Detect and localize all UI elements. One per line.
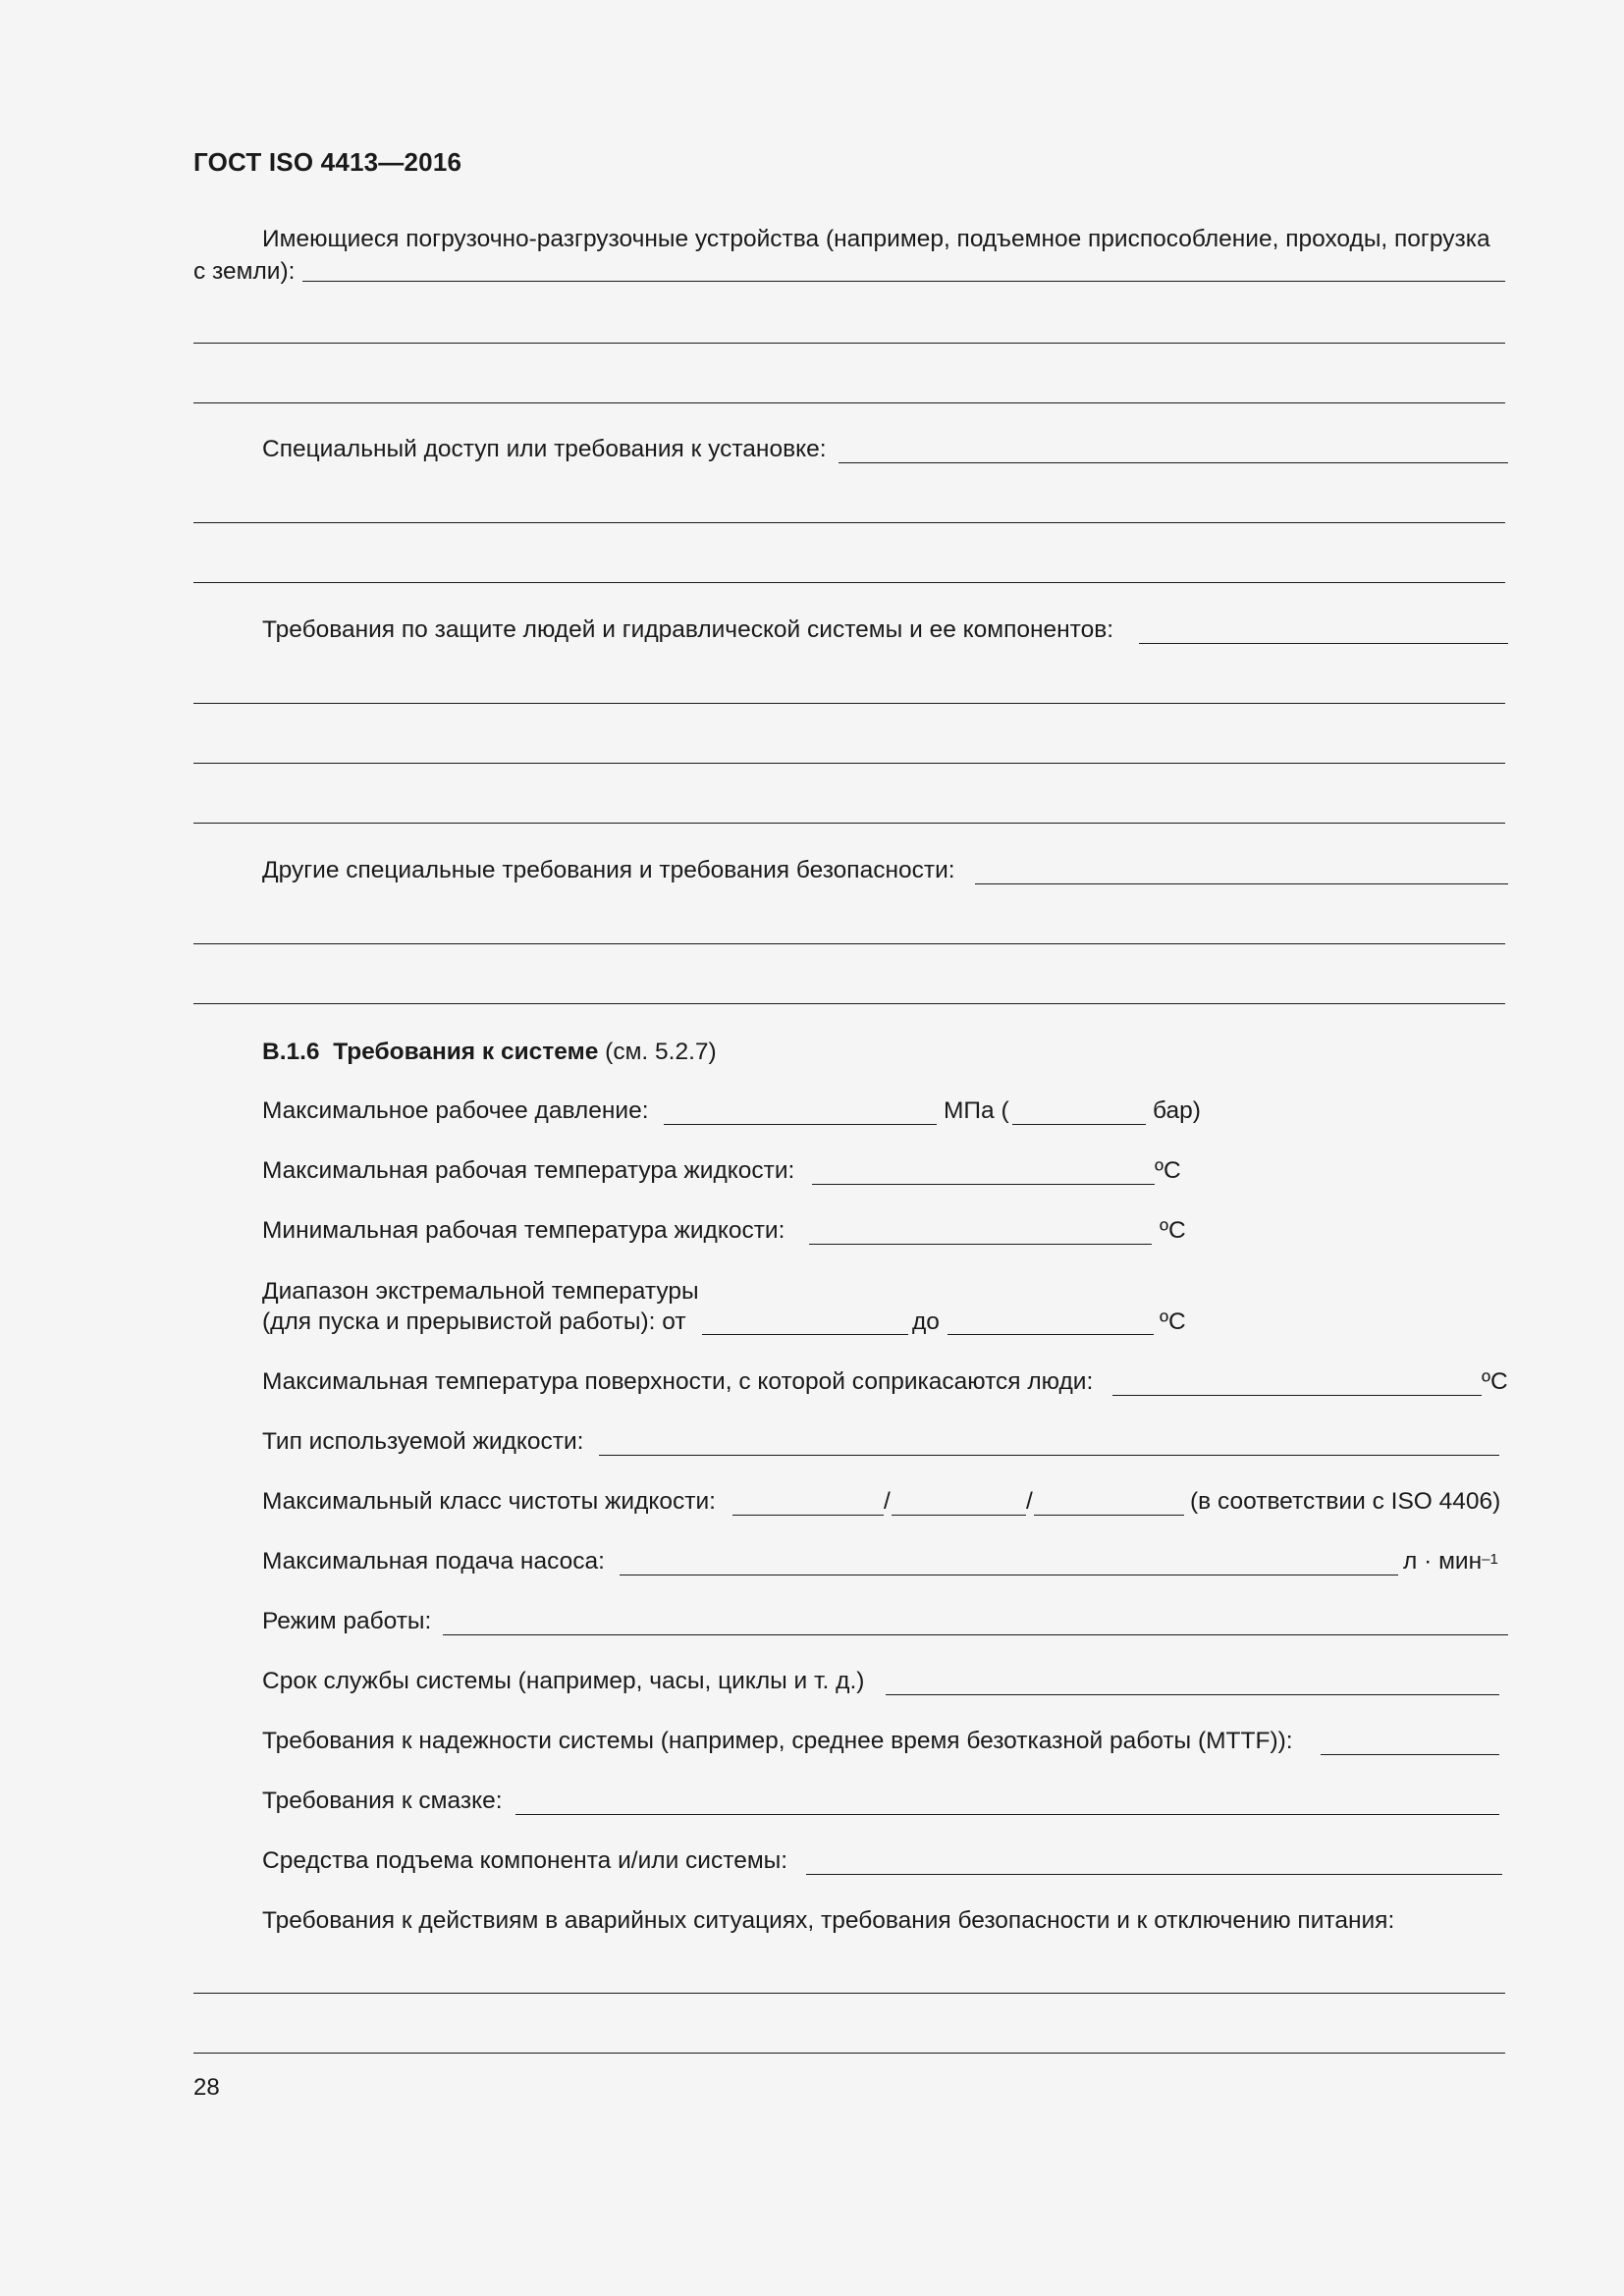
- section-reference: (см. 5.2.7): [605, 1039, 717, 1065]
- cleanliness-slash-1: /: [884, 1488, 891, 1515]
- min-fluid-temp-field[interactable]: [809, 1244, 1152, 1245]
- max-fluid-temp-unit: ºС: [1155, 1157, 1181, 1184]
- cleanliness-label: Максимальный класс чистоты жидкости:: [262, 1488, 716, 1515]
- service-life-label: Срок службы системы (например, часы, циклы и т. д.): [262, 1668, 865, 1694]
- special-access-field-2[interactable]: [193, 522, 1505, 523]
- pump-flow-label: Максимальная подача насоса:: [262, 1548, 605, 1575]
- page-title: ГОСТ ISO 4413—2016: [193, 147, 462, 177]
- loading-devices-label-line1: Имеющиеся погрузочно-разгрузочные устройства (например, подъемное приспособление, проходы, погрузка: [262, 226, 1490, 252]
- protection-field-3[interactable]: [193, 763, 1505, 764]
- section-title: Требования к системе: [333, 1039, 599, 1065]
- loading-devices-field-1[interactable]: [302, 281, 1505, 282]
- surface-temp-label: Максимальная температура поверхности, с которой соприкасаются люди:: [262, 1368, 1094, 1395]
- other-safety-field-3[interactable]: [193, 1003, 1505, 1004]
- lifting-means-field[interactable]: [806, 1874, 1502, 1875]
- emergency-label: Требования к действиям в аварийных ситуациях, требования безопасности и к отключению питания:: [262, 1907, 1395, 1934]
- cleanliness-slash-2: /: [1026, 1488, 1033, 1515]
- loading-devices-field-2[interactable]: [193, 343, 1505, 344]
- extreme-range-unit: ºС: [1160, 1308, 1186, 1335]
- max-pressure-unit-mpa: МПа (: [944, 1097, 1009, 1124]
- page-number: 28: [193, 2074, 220, 2101]
- operating-mode-field[interactable]: [443, 1634, 1508, 1635]
- service-life-field[interactable]: [886, 1694, 1499, 1695]
- max-fluid-temp-label: Максимальная рабочая температура жидкости:: [262, 1157, 795, 1184]
- special-access-field-1[interactable]: [839, 462, 1508, 463]
- min-fluid-temp-label: Минимальная рабочая температура жидкости:: [262, 1217, 785, 1244]
- other-safety-field-2[interactable]: [193, 943, 1505, 944]
- max-pressure-unit-bar: бар): [1153, 1097, 1201, 1124]
- loading-devices-label-line2: с земли):: [193, 258, 296, 285]
- max-pressure-label: Максимальное рабочее давление:: [262, 1097, 649, 1124]
- protection-field-4[interactable]: [193, 823, 1505, 824]
- special-access-label: Специальный доступ или требования к установке:: [262, 436, 827, 462]
- other-safety-label: Другие специальные требования и требования безопасности:: [262, 857, 955, 883]
- pump-flow-unit-exponent: –1: [1482, 1551, 1498, 1568]
- extreme-range-from-field[interactable]: [702, 1334, 908, 1335]
- max-pressure-bar-field[interactable]: [1012, 1124, 1146, 1125]
- cleanliness-field-3[interactable]: [1034, 1515, 1184, 1516]
- lubrication-field[interactable]: [515, 1814, 1499, 1815]
- other-safety-field-1[interactable]: [975, 883, 1508, 884]
- pump-flow-unit: [1403, 1547, 1498, 1576]
- reliability-label: Требования к надежности системы (например, среднее время безотказной работы (MTTF)):: [262, 1728, 1293, 1754]
- pump-flow-unit-text: л · мин: [1403, 1548, 1483, 1575]
- lifting-means-label: Средства подъема компонента и/или системы:: [262, 1847, 788, 1874]
- max-fluid-temp-field[interactable]: [812, 1184, 1155, 1185]
- protection-label: Требования по защите людей и гидравлической системы и ее компонентов:: [262, 616, 1114, 643]
- emergency-field-2[interactable]: [193, 2053, 1505, 2054]
- cleanliness-field-2[interactable]: [892, 1515, 1026, 1516]
- max-pressure-mpa-field[interactable]: [664, 1124, 937, 1125]
- cleanliness-reference: (в соответствии с ISO 4406): [1190, 1488, 1501, 1515]
- extreme-range-to-field[interactable]: [947, 1334, 1154, 1335]
- fluid-type-field[interactable]: [599, 1455, 1499, 1456]
- special-access-field-3[interactable]: [193, 582, 1505, 583]
- lubrication-label: Требования к смазке:: [262, 1788, 503, 1814]
- emergency-field-1[interactable]: [193, 1993, 1505, 1994]
- section-heading: [262, 1038, 717, 1067]
- extreme-range-label-line2: (для пуска и прерывистой работы): от: [262, 1308, 686, 1335]
- operating-mode-label: Режим работы:: [262, 1608, 432, 1634]
- extreme-range-label-line1: Диапазон экстремальной температуры: [262, 1278, 699, 1305]
- section-number: В.1.6: [262, 1039, 320, 1065]
- surface-temp-unit: ºС: [1482, 1368, 1508, 1395]
- min-fluid-temp-unit: ºС: [1160, 1217, 1186, 1244]
- cleanliness-field-1[interactable]: [732, 1515, 884, 1516]
- protection-field-2[interactable]: [193, 703, 1505, 704]
- reliability-field[interactable]: [1321, 1754, 1499, 1755]
- loading-devices-field-3[interactable]: [193, 402, 1505, 403]
- extreme-range-to-label: до: [912, 1308, 940, 1335]
- protection-field-1[interactable]: [1139, 643, 1508, 644]
- surface-temp-field[interactable]: [1112, 1395, 1482, 1396]
- fluid-type-label: Тип используемой жидкости:: [262, 1428, 584, 1455]
